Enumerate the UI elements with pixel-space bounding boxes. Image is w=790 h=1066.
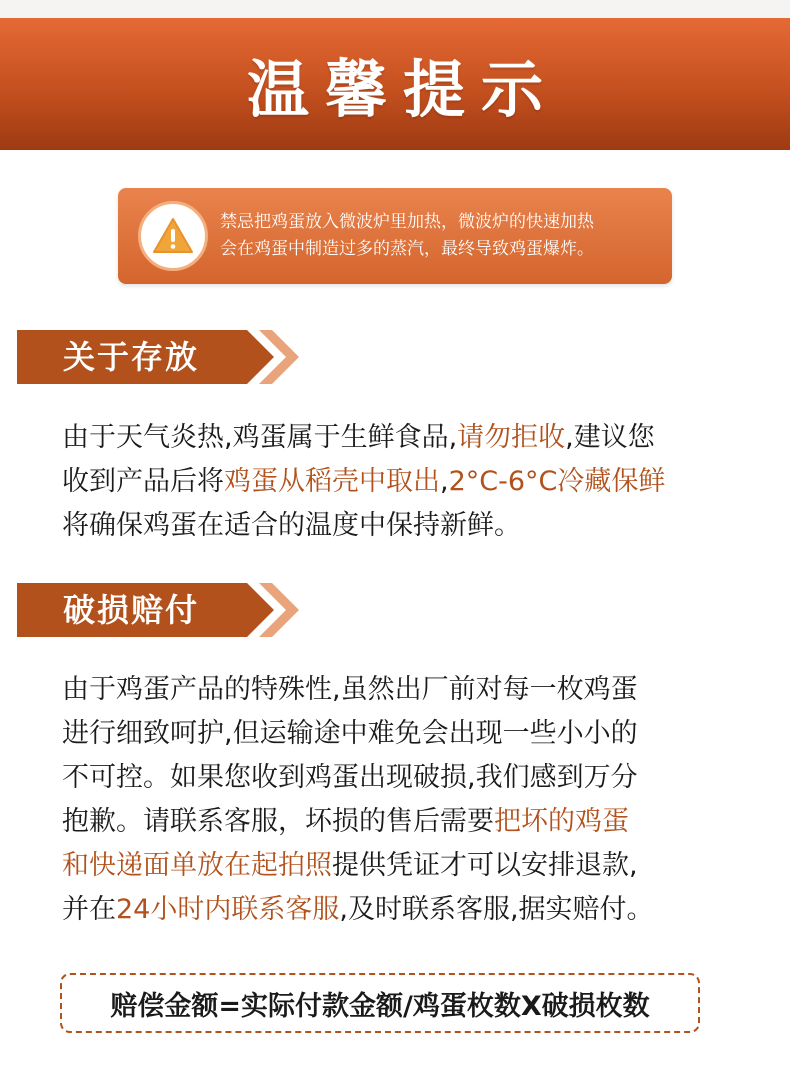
body-text: 并在 xyxy=(62,894,116,925)
body-text: ,建议您 xyxy=(565,422,655,453)
highlight-text: 鸡蛋从稻壳中取出 xyxy=(224,466,440,497)
body-text: 由于鸡蛋产品的特殊性,虽然出厂前对每一枚鸡蛋 xyxy=(62,674,638,705)
paragraph-line xyxy=(62,844,742,888)
highlight-text: 请勿拒收 xyxy=(457,422,566,453)
body-text: 进行细致呵护,但运输途中难免会出现一些小小的 xyxy=(62,718,638,749)
top-strip xyxy=(0,0,790,18)
section-title-damage: 破损赔付 xyxy=(63,591,200,629)
paragraph-line xyxy=(62,668,742,712)
double-chevron-icon xyxy=(217,330,307,384)
body-text: 不可控。如果您收到鸡蛋出现破损,我们感到万分 xyxy=(62,762,638,793)
highlight-text: 把坏的鸡蛋 xyxy=(494,806,629,837)
body-text: , xyxy=(440,466,449,497)
storage-paragraph xyxy=(62,416,742,548)
body-text: 由于天气炎热,鸡蛋属于生鲜食品, xyxy=(62,422,458,453)
header-banner xyxy=(0,18,790,150)
page-title: 温馨提示 xyxy=(246,52,559,126)
paragraph-line xyxy=(62,756,742,800)
warning-line-2: 会在鸡蛋中制造过多的蒸汽，最终导致鸡蛋爆炸。 xyxy=(220,239,594,259)
warning-text xyxy=(220,209,594,263)
body-text: ,及时联系客服,据实赔付。 xyxy=(339,894,654,925)
body-text: 提供凭证才可以安排退款, xyxy=(332,850,638,881)
paragraph-line xyxy=(62,504,742,548)
paragraph-line xyxy=(62,712,742,756)
body-text: 抱歉。请联系客服，坏损的售后需要 xyxy=(62,806,494,837)
formula-text: 赔偿金额=实际付款金额/鸡蛋枚数X破损枚数 xyxy=(110,990,650,1022)
compensation-formula xyxy=(60,973,700,1033)
body-text: 收到产品后将 xyxy=(62,466,224,497)
section-header-damage xyxy=(17,583,287,637)
highlight-text: 24小时内联系客服 xyxy=(116,894,340,925)
section-title-storage: 关于存放 xyxy=(63,338,200,376)
body-text: 将确保鸡蛋在适合的温度中保持新鲜。 xyxy=(62,510,521,541)
double-chevron-icon xyxy=(217,583,307,637)
warning-line-1: 禁忌把鸡蛋放入微波炉里加热，微波炉的快速加热 xyxy=(220,212,594,232)
paragraph-line xyxy=(62,888,742,932)
warning-triangle-icon xyxy=(138,201,208,271)
highlight-text: 2°C-6°C冷藏保鲜 xyxy=(448,466,666,497)
warning-box xyxy=(118,188,672,284)
highlight-text: 和快递面单放在起拍照 xyxy=(62,850,332,881)
paragraph-line xyxy=(62,460,742,504)
paragraph-line xyxy=(62,416,742,460)
damage-paragraph xyxy=(62,668,742,932)
section-header-storage xyxy=(17,330,287,384)
paragraph-line xyxy=(62,800,742,844)
